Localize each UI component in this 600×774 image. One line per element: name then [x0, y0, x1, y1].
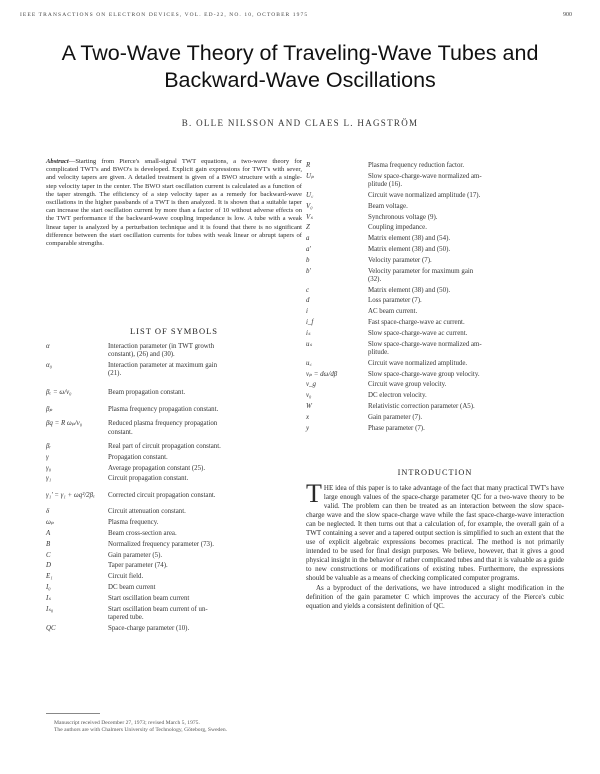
definition-line: Circuit field. [108, 573, 144, 581]
definition-line: Beam cross-section area. [108, 530, 177, 537]
symbol: α [46, 343, 50, 350]
page-number: 900 [563, 12, 572, 18]
definition-line: Circuit wave normalized amplitude. [368, 359, 468, 367]
symbol: i [306, 308, 308, 316]
symbol-definition [368, 392, 564, 400]
symbol-definition [368, 173, 564, 190]
symbol: γ [46, 453, 49, 461]
symbol: ωₚ [46, 519, 54, 527]
symbol-definition [108, 492, 304, 500]
definition-line: Taper parameter (74). [108, 562, 168, 570]
symbol: A [46, 530, 51, 537]
definition-line: constant. [108, 428, 133, 436]
definition-line: Plasma frequency propagation constant. [108, 405, 219, 413]
definition-line: AC beam current. [368, 308, 418, 316]
symbol-definition [108, 362, 304, 379]
introduction-heading: INTRODUCTION [397, 468, 473, 477]
definition-line: Propagation constant. [108, 453, 168, 461]
symbol: Iₛ [46, 594, 51, 602]
symbol: i_f [306, 319, 314, 326]
definition-line: Matrix element (38) and (54). [368, 235, 451, 243]
symbol-definition [108, 530, 304, 538]
symbol-definition [368, 308, 564, 316]
definition-line: Velocity parameter (7). [368, 256, 432, 264]
authors: B. OLLE NILSSON AND CLAES L. HAGSTRÖM [181, 118, 419, 128]
symbol: γ₁ [46, 475, 52, 483]
symbol-definition [108, 343, 304, 360]
symbol-definition [368, 341, 564, 358]
definition-line: Average propagation constant (25). [108, 464, 206, 472]
symbol-definition [108, 562, 304, 570]
symbol: x [306, 413, 310, 421]
definition-line: plitude. [368, 348, 389, 356]
symbol-definition [108, 443, 304, 451]
definition-line: Real part of circuit propagation constant. [108, 442, 221, 450]
symbol: βₚ [46, 405, 53, 413]
symbol: uₛ [306, 340, 313, 348]
definition-line: Slow space-charge-wave normalized am- [368, 340, 482, 348]
symbol: Iₛ₀ [46, 605, 54, 613]
definition-line: DC electron velocity. [368, 392, 427, 400]
definition-line: Coupling impedance. [368, 224, 427, 232]
drop-cap: T [306, 479, 322, 508]
intro-paragraph-2: As a byproduct of the derivations, we have introduced a slight modification in the definition of the gain parameter C which improves the accuracy of the Pierce's cubic equation and yields a consistent definition of QC. [306, 583, 564, 610]
definition-line: Circuit wave normalized amplitude (17). [368, 191, 481, 199]
symbol-definition [108, 406, 304, 414]
running-header [20, 12, 580, 18]
symbol: Vₛ [306, 213, 313, 221]
symbol-definition [368, 246, 564, 254]
symbol-definition [368, 371, 564, 379]
definition-line: Interaction parameter (in TWT growth [108, 343, 215, 350]
symbol: B [46, 540, 51, 548]
symbol: a [306, 235, 310, 243]
symbol-definition [368, 235, 564, 243]
symbol: βᵣ [46, 442, 52, 450]
footnote-affiliation: The authors are with Chalmers University of Technology, Göteborg, Sweden. [54, 727, 228, 733]
symbol: α₀ [46, 362, 53, 370]
definition-line: Interaction parameter at maximum gain [108, 362, 218, 370]
symbol-definition [368, 403, 564, 411]
definition-line: Beam propagation constant. [108, 389, 186, 397]
symbol-definition [368, 192, 564, 200]
definition-line: Normalized frequency parameter (73). [108, 540, 214, 548]
definition-line: Synchronous voltage (9). [368, 213, 438, 221]
definition-line: Reduced plasma frequency propagation [108, 420, 218, 428]
definition-line: Plasma frequency reduction factor. [368, 162, 465, 169]
abstract [46, 158, 302, 248]
symbol: a' [306, 245, 311, 253]
paper-title [0, 40, 600, 94]
symbol: βₑ = ω/v₀ [46, 389, 72, 397]
symbol-definition [368, 257, 564, 265]
symbol-definition [368, 287, 564, 295]
symbol-definition [108, 606, 304, 623]
symbol-definition [108, 625, 304, 633]
definition-line: Phase parameter (7). [368, 424, 425, 432]
symbol: βq = R ωₚ/v₀ [46, 420, 83, 428]
symbol-definition [108, 420, 304, 437]
symbol-definition [108, 454, 304, 462]
symbol-definition [108, 508, 304, 516]
symbol-definition [368, 214, 564, 222]
definition-line: Plasma frequency. [108, 519, 159, 527]
symbol: v_g [306, 381, 316, 389]
symbol-definition [368, 319, 564, 327]
symbol-definition [368, 203, 564, 211]
symbol-definition [368, 360, 564, 368]
definition-line: Matrix element (38) and (50). [368, 245, 451, 253]
symbol: Z [306, 224, 310, 232]
symbol-definition [108, 465, 304, 473]
footnote-rule [46, 713, 100, 714]
definition-line: Slow space-charge-wave normalized am- [368, 172, 482, 180]
definition-line: Start oscillation beam current of un- [108, 605, 208, 613]
symbol: u꜀ [306, 359, 312, 367]
intro-paragraph-1: HE idea of this paper is to take advantage of the fact that many practical TWT's have large enough values of the space-charge parameter QC for a two-wave theory to be valid. The problem can then be treated as an interaction between the slow space-charge wave and the slow space-charge wave while the fast space-charge-wave interaction can be neglected. It then turns out that a calculation of, for example, the overall gain of a TWT containing a sever and a tapered output section is simplified to such an extent that the use of explicit algebraic expressions becomes practical. The method is not primarily intended to be used for final design purposes. We believe, however, that it gives a good physical insight in the behavior of rather complicated tubes and that it is valuable as a guide to new constructions or modifications of existing tubes. Furthermore, the expressions should be valuable as a means of checking complicated computer programs. [306, 484, 564, 583]
introduction-body [306, 479, 564, 611]
symbol: vₚ = dω/dβ [306, 370, 338, 378]
symbol: γ₀ [46, 464, 52, 472]
definition-line: Fast space-charge-wave ac current. [368, 319, 465, 326]
symbol: d [306, 297, 310, 305]
definition-line: Start oscillation beam current [108, 594, 190, 602]
abstract-text: —Starting from Pierce's small-signal TWT equations, a two-wave theory for complicated TWT's and BWO's is developed. Explicit gain expressions for TWT's with sever, and velocity tapers are given. A detailed treatment is given of a BWO structure with a single-step velocity taper in the center. The BWO start oscillation current is calculated as a function of the taper strength. The efficiency of a step velocity taper as a remedy for backward-wave oscillations in the higher passbands of a TWT is then analyzed. It is shown that a suitable taper can increase the start oscillation current by more than a factor of 10 without adverse effects on the TWT performance if the backward-wave coupling impedance is low. A tube with a weak linear taper is analyzed by a perturbation technique and it is found that there is no significant difference between the start oscillation currents for tubes with weak linear or abrupt tapers of comparable strengths. [46, 158, 302, 248]
definition-line: constant), (26) and (30). [108, 351, 175, 359]
definition-line: Space-charge parameter (10). [108, 624, 190, 632]
symbol: QC [46, 624, 56, 632]
definition-line: Circuit wave group velocity. [368, 381, 447, 389]
definition-line: Corrected circuit propagation constant. [108, 492, 216, 500]
symbol-definition [108, 584, 304, 592]
symbol-definition [368, 297, 564, 305]
symbol: v₀ [306, 392, 312, 400]
definition-line: Circuit attenuation constant. [108, 508, 186, 516]
definition-line: Slow space-charge-wave ac current. [368, 329, 468, 337]
symbol-definition [108, 519, 304, 527]
symbol: R [306, 162, 311, 169]
symbol-definition [368, 268, 564, 285]
title-line-1: A Two-Wave Theory of Traveling-Wave Tubes and [61, 41, 539, 65]
symbol-definition [108, 475, 304, 483]
symbol-definition [368, 381, 564, 389]
definition-line: DC beam current [108, 584, 156, 591]
symbol-definition [368, 425, 564, 433]
definition-line: Gain parameter (7). [368, 413, 423, 421]
definition-line: Beam voltage. [368, 202, 408, 210]
symbol: D [46, 562, 51, 570]
definition-line: (32). [368, 275, 382, 283]
definition-line: (21). [108, 370, 122, 378]
list-of-symbols-heading: LIST OF SYMBOLS [129, 326, 219, 336]
definition-line: Matrix element (38) and (50). [368, 286, 451, 294]
definition-line: tapered tube. [108, 613, 144, 621]
symbol: δ [46, 508, 50, 516]
title-line-2: Backward-Wave Oscillations [164, 68, 436, 92]
definition-line: Loss parameter (7). [368, 297, 422, 305]
symbol: iₛ [306, 329, 311, 337]
symbol-definition [108, 595, 304, 603]
definition-line: Gain parameter (5). [108, 551, 163, 559]
footnote-received: Manuscript received December 27, 1973; revised March 5, 1975. [54, 720, 200, 726]
symbol-definition [108, 541, 304, 549]
running-header-text: IEEE TRANSACTIONS ON ELECTRON DEVICES, VOL. ED-22, NO. 10, OCTOBER 1975 [20, 12, 309, 18]
definition-line: Slow space-charge-wave group velocity. [368, 370, 480, 378]
symbol: Uₚ [306, 172, 314, 180]
symbol-definition [368, 330, 564, 338]
symbol-definition [108, 552, 304, 560]
abstract-label: Abstract [46, 158, 69, 165]
symbol: b [306, 256, 310, 264]
symbol: b' [306, 267, 311, 275]
footnote [46, 720, 302, 734]
definition-line: Circuit propagation constant. [108, 475, 189, 483]
symbol: γ₁' = γ₁ + ωq²/2βₑ [46, 492, 95, 500]
symbol-definition [368, 224, 564, 232]
definition-line: plitude (16). [368, 181, 403, 189]
definition-line: Velocity parameter for maximum gain [368, 267, 474, 275]
symbol-definition [368, 162, 564, 170]
definition-line: Relativistic correction parameter (A5). [368, 402, 475, 410]
symbol: I₀ [46, 584, 51, 591]
symbol-definition [108, 573, 304, 581]
symbol: W [306, 402, 312, 410]
symbol: c [306, 286, 310, 294]
symbol: C [46, 551, 51, 559]
symbol: U꜀ [306, 191, 314, 199]
symbol-definition [368, 414, 564, 422]
symbol: V₀ [306, 202, 313, 210]
symbol: y [306, 424, 310, 432]
symbol: E₁ [46, 573, 53, 581]
symbol-definition [108, 389, 304, 397]
